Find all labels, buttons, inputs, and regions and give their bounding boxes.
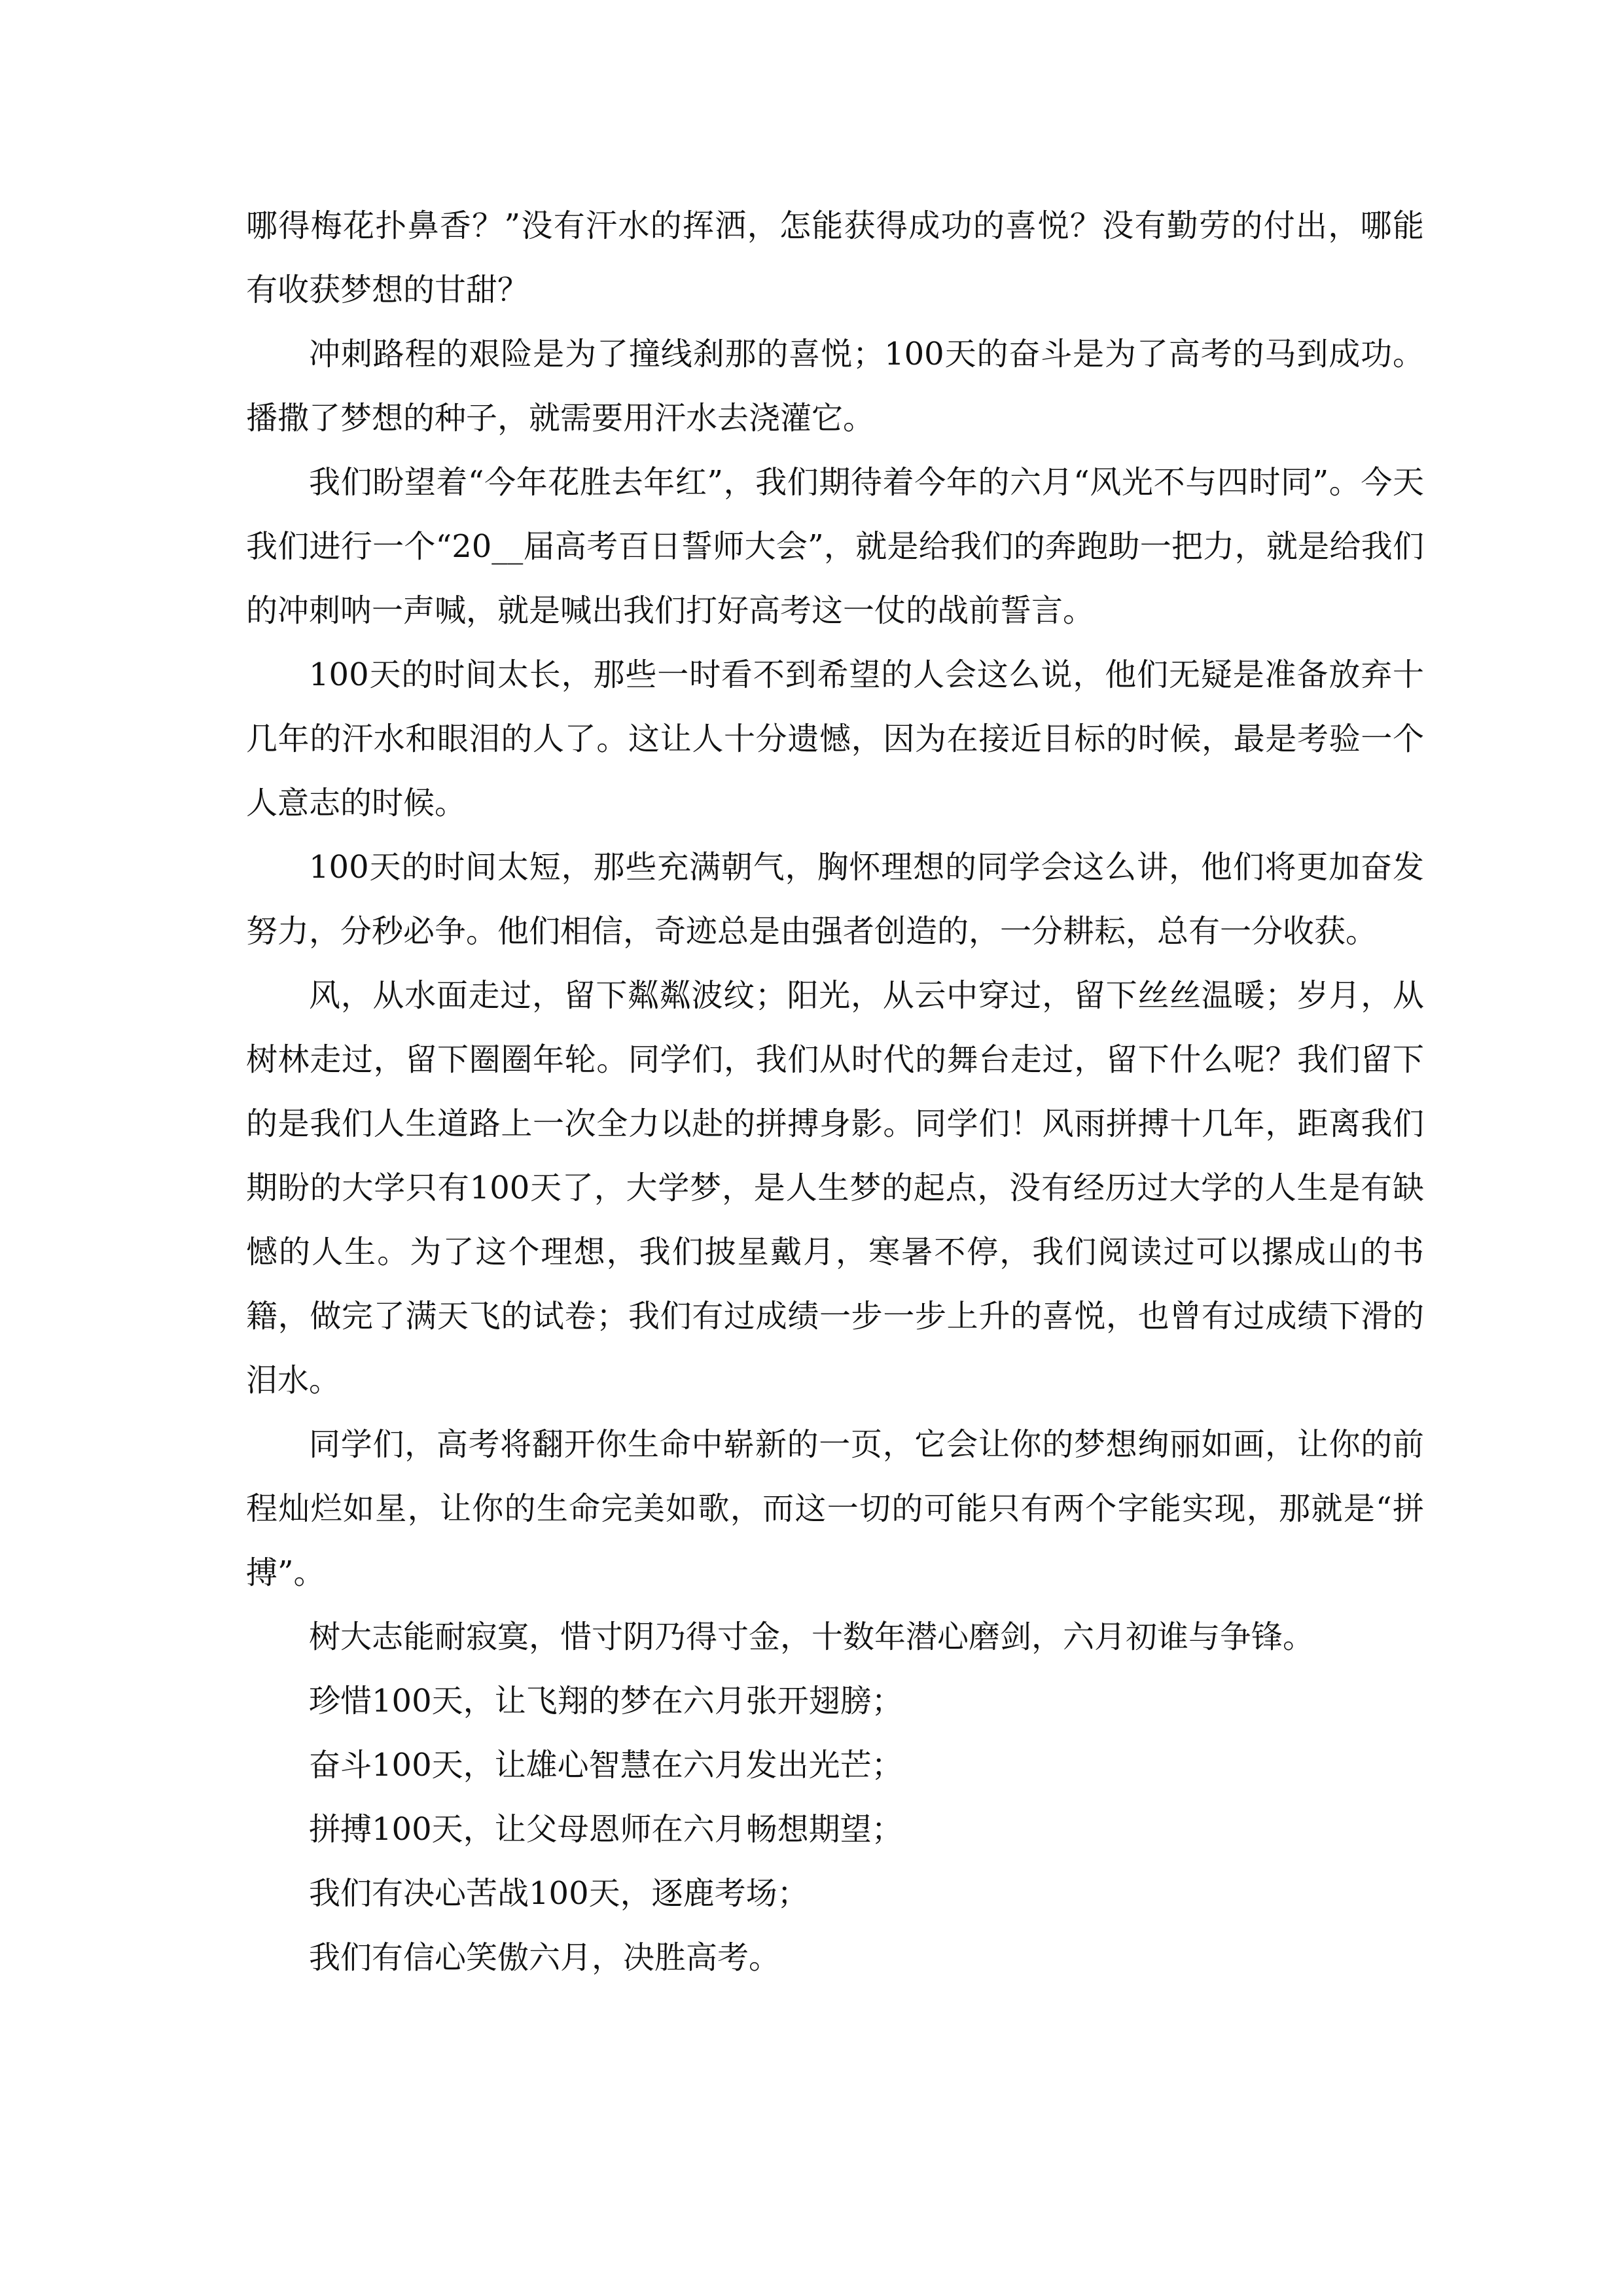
paragraph-sprint: 冲刺路程的艰险是为了撞线刹那的喜悦；100天的奋斗是为了高考的马到成功。播撒了梦想的种子，就需要用汗水去浇灌它。 (246, 336, 1424, 437)
paragraph-exam: 同学们，高考将翻开你生命中崭新的一页，它会让你的梦想绚丽如画，让你的前程灿烂如星，让你的生命完美如歌，而这一切的可能只有两个字能实现，那就是“拼搏”。 (246, 1426, 1424, 1591)
paragraph-fight: 拼搏100天，让父母恩师在六月畅想期望； (309, 1811, 903, 1848)
document-body (246, 194, 1424, 1990)
paragraph-strive: 奋斗100天，让雄心智慧在六月发出光芒； (309, 1747, 903, 1784)
paragraph-ambition: 树大志能耐寂寞，惜寸阴乃得寸金，十数年潜心磨剑，六月初谁与争锋。 (309, 1619, 1315, 1655)
paragraph-too-short: 100天的时间太短，那些充满朝气，胸怀理想的同学会这么讲，他们将更加奋发努力，分秒必争。他们相信，奇迹总是由强者创造的，一分耕耘，总有一分收获。 (246, 849, 1424, 950)
paragraph-rally: 我们盼望着“今年花胜去年红”，我们期待着今年的六月“风光不与四时同”。今天我们进行一个“20__届高考百日誓师大会”，就是给我们的奔跑助一把力，就是给我们的冲刺呐一声喊，就是喊出我们打好高考这一仗的战前誓言。 (246, 464, 1424, 629)
paragraph-wind: 风，从水面走过，留下粼粼波纹；阳光，从云中穿过，留下丝丝温暖；岁月，从树林走过，留下圈圈年轮。同学们，我们从时代的舞台走过，留下什么呢？我们留下的是我们人生道路上一次全力以赴的拼搏身影。同学们！风雨拼搏十几年，距离我们期盼的大学只有100天了，大学梦，是人生梦的起点，没有经历过大学的人生是有缺憾的人生。为了这个理想，我们披星戴月，寒暑不停，我们阅读过可以摞成山的书籍，做完了满天飞的试卷；我们有过成绩一步一步上升的喜悦，也曾有过成绩下滑的泪水。 (246, 977, 1424, 1399)
paragraph-determination: 我们有决心苦战100天，逐鹿考场； (309, 1875, 809, 1912)
paragraph-cherish: 珍惜100天，让飞翔的梦在六月张开翅膀； (309, 1683, 903, 1719)
paragraph-continuation: 哪得梅花扑鼻香？”没有汗水的挥洒，怎能获得成功的喜悦？没有勤劳的付出，哪能有收获梦想的甘甜？ (246, 207, 1424, 308)
paragraph-too-long: 100天的时间太长，那些一时看不到希望的人会这么说，他们无疑是准备放弃十几年的汗水和眼泪的人了。这让人十分遗憾，因为在接近目标的时候，最是考验一个人意志的时候。 (246, 656, 1424, 821)
paragraph-confidence: 我们有信心笑傲六月，决胜高考。 (309, 1939, 781, 1976)
